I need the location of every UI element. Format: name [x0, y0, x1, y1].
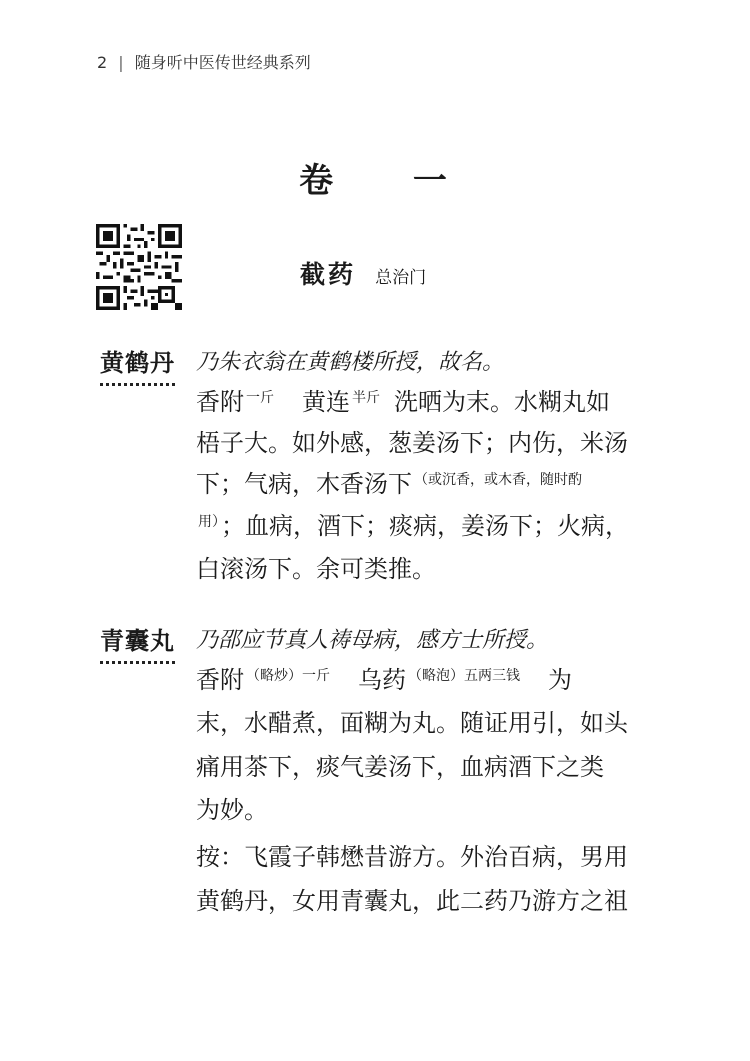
- note-line: 按：飞霞子韩懋昔游方。外治百病，男用: [196, 843, 628, 871]
- body-line: 痛用茶下，痰气姜汤下，血病酒下之类: [196, 753, 604, 781]
- herb: 香附: [196, 666, 244, 694]
- body-text: ；血病，酒下；痰病，姜汤下；火病，: [221, 512, 629, 540]
- formula-line: [196, 390, 646, 414]
- body-line: 白滚汤下。余可类推。: [196, 555, 436, 583]
- running-header: [97, 50, 311, 73]
- herb-dose: 一斤: [246, 390, 274, 406]
- body-line: 梧子大。如外感，葱姜汤下；内伤，米汤: [196, 429, 628, 457]
- entry-name: 黄鹤丹: [100, 343, 175, 386]
- formula-line: [196, 668, 646, 692]
- volume-title: 卷 一: [299, 161, 481, 201]
- entry-intro: 乃朱衣翁在黄鹤楼所授，故名。: [196, 350, 505, 375]
- note-line: 黄鹤丹，女用青囊丸，此二药乃游方之祖: [196, 887, 628, 915]
- inline-note: （或沉香，或木香，随时酌: [414, 472, 582, 488]
- section-title: 截药: [300, 260, 357, 289]
- section-subtitle: 总治门: [375, 268, 427, 288]
- body-line: 为妙。: [196, 796, 268, 824]
- entry-intro: 乃邵应节真人祷母病，感方士所授。: [196, 628, 549, 653]
- body-line: 末，水醋煮，面糊为丸。随证用引，如头: [196, 709, 628, 737]
- series-title: 随身听中医传世经典系列: [134, 53, 311, 72]
- section-heading: [300, 255, 426, 291]
- body-line: [196, 514, 646, 538]
- herb-dose: 半斤: [352, 390, 380, 406]
- herb: 香附: [196, 388, 244, 416]
- preparation-text: 洗晒为末。水糊丸如: [394, 388, 610, 416]
- inline-note: 用）: [198, 514, 219, 530]
- page-number: 2: [97, 53, 108, 72]
- herb-dose: （略泡）五两三钱: [408, 668, 520, 684]
- qr-code: [96, 224, 182, 310]
- body-line: [196, 472, 646, 496]
- header-separator: |: [118, 53, 124, 72]
- body-text: 下；气病，木香汤下: [196, 470, 412, 498]
- entry-name: 青囊丸: [100, 621, 175, 664]
- herb: 乌药: [358, 666, 406, 694]
- herb: 黄连: [302, 388, 350, 416]
- body-text: 为: [548, 666, 572, 694]
- herb-dose: （略炒）一斤: [246, 668, 330, 684]
